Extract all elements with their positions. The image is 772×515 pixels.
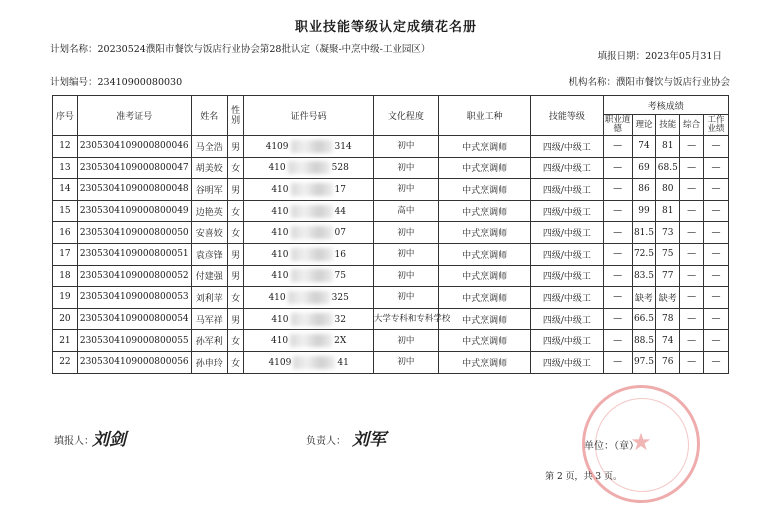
header-ethics: 职业道德 <box>604 115 631 134</box>
table-cell: 缺考 <box>656 287 680 309</box>
table-row <box>53 179 729 201</box>
header-level: 技能等级 <box>531 96 603 136</box>
table-cell: 76 <box>656 351 680 373</box>
table-cell: 81 <box>656 136 680 158</box>
redaction-blur <box>291 140 333 153</box>
table-cell: 中式烹调师 <box>439 136 531 158</box>
table-cell: 高中 <box>373 200 438 222</box>
table-cell: — <box>703 265 728 287</box>
id-number-fragment: 410 <box>271 228 289 239</box>
table-row <box>53 136 729 158</box>
redaction-blur <box>290 334 332 347</box>
table-cell: 18 <box>53 265 78 287</box>
table-cell: 四级/中级工 <box>531 265 603 287</box>
filler-label: 填报人： <box>54 436 94 447</box>
table-cell: — <box>703 308 728 330</box>
table-cell: — <box>680 222 704 244</box>
table-cell: — <box>703 179 728 201</box>
table-cell: 74 <box>656 330 680 352</box>
table-cell: 72.5 <box>632 243 656 265</box>
header-skill: 技能 <box>656 115 680 136</box>
table-cell: — <box>680 308 704 330</box>
table-cell: — <box>680 200 704 222</box>
table-cell: — <box>703 287 728 309</box>
id-number-fragment: 4109 <box>265 141 289 152</box>
table-cell: 2305304109000800047 <box>77 157 191 179</box>
table-cell: 15 <box>53 200 78 222</box>
table-cell: 中式烹调师 <box>439 308 531 330</box>
redaction-blur <box>291 248 333 261</box>
table-cell: — <box>603 179 632 201</box>
table-cell: — <box>680 265 704 287</box>
table-cell: — <box>603 287 632 309</box>
table-cell: — <box>703 243 728 265</box>
table-cell: 初中 <box>373 136 438 158</box>
table-cell: — <box>703 330 728 352</box>
table-cell: — <box>680 136 704 158</box>
table-cell: 谷明军 <box>191 179 227 201</box>
table-cell: — <box>603 157 632 179</box>
table-cell <box>244 136 373 158</box>
table-cell: 中式烹调师 <box>439 265 531 287</box>
table-cell: 22 <box>53 351 78 373</box>
redaction-blur <box>291 269 333 282</box>
table-cell: 2305304109000800052 <box>77 265 191 287</box>
table-cell: 四级/中级工 <box>531 157 603 179</box>
table-cell: 中式烹调师 <box>439 330 531 352</box>
table-cell: 初中 <box>373 243 438 265</box>
table-cell: — <box>603 308 632 330</box>
table-cell: — <box>680 243 704 265</box>
table-cell: 安喜姣 <box>191 222 227 244</box>
table-cell: 16 <box>53 222 78 244</box>
table-cell: 初中 <box>373 265 438 287</box>
table-cell: 四级/中级工 <box>531 200 603 222</box>
table-cell: 88.5 <box>632 330 656 352</box>
table-cell <box>244 265 373 287</box>
redaction-blur <box>293 356 335 369</box>
table-cell: 中式烹调师 <box>439 200 531 222</box>
table-cell <box>244 308 373 330</box>
id-number-fragment: 75 <box>334 271 346 282</box>
table-cell: 83.5 <box>632 265 656 287</box>
table-cell: 女 <box>227 200 244 222</box>
table-cell: 胡美姣 <box>191 157 227 179</box>
id-number-fragment: 410 <box>268 163 286 174</box>
table-cell: — <box>680 287 704 309</box>
id-number-fragment: 410 <box>271 314 289 325</box>
table-cell: 17 <box>53 243 78 265</box>
score-roster-table <box>52 95 729 374</box>
table-cell: 97.5 <box>632 351 656 373</box>
redaction-blur <box>291 183 333 196</box>
table-cell: 四级/中级工 <box>531 351 603 373</box>
unit-stamp-label: 单位：（章） <box>584 441 639 452</box>
table-cell: — <box>703 136 728 158</box>
table-cell: 2305304109000800050 <box>77 222 191 244</box>
table-cell: 男 <box>227 243 244 265</box>
id-number-fragment: 410 <box>270 336 289 347</box>
table-row <box>53 351 729 373</box>
table-cell: 2305304109000800048 <box>77 179 191 201</box>
table-cell: 77 <box>656 265 680 287</box>
table-cell: — <box>680 351 704 373</box>
table-cell: 78 <box>656 308 680 330</box>
header-scores: 考核成绩 <box>603 96 728 115</box>
table-cell: 2305304109000800053 <box>77 287 191 309</box>
table-cell: 中式烹调师 <box>439 157 531 179</box>
table-cell: — <box>703 351 728 373</box>
table-cell: 初中 <box>373 157 438 179</box>
table-cell: 81.5 <box>632 222 656 244</box>
table-cell: — <box>680 330 704 352</box>
table-cell: 86 <box>632 179 656 201</box>
table-cell: — <box>603 136 632 158</box>
table-cell: 21 <box>53 330 78 352</box>
responsible-label: 负责人： <box>306 436 346 447</box>
redaction-blur <box>291 205 333 218</box>
table-cell: 四级/中级工 <box>531 243 603 265</box>
table-cell <box>244 157 373 179</box>
table-row <box>53 308 729 330</box>
header-gender: 性别 <box>227 96 244 136</box>
table-cell: 20 <box>53 308 78 330</box>
page-title: 职业技能等级认定成绩花名册 <box>294 20 477 35</box>
seal-star-icon: ★ <box>630 428 652 456</box>
responsible-signature: 刘军 <box>352 430 386 450</box>
redaction-blur <box>288 291 330 304</box>
table-cell: 四级/中级工 <box>531 330 603 352</box>
table-row <box>53 330 729 352</box>
header-name: 姓名 <box>191 96 227 136</box>
table-cell: 大学专科和专科学校 <box>373 308 438 330</box>
table-cell: 2305304109000800056 <box>77 351 191 373</box>
header-exam-no: 准考证号 <box>77 96 191 136</box>
id-number-fragment: 528 <box>331 163 349 174</box>
table-cell: 男 <box>227 136 244 158</box>
plan-name: 计划名称：20230524濮阳市餐饮与饭店行业协会第28批认定（凝聚-中烹中级-工业园区） <box>50 44 431 55</box>
table-cell: 81 <box>656 200 680 222</box>
id-number-fragment: 17 <box>334 184 346 195</box>
organization-name: 机构名称：濮阳市餐饮与饭店行业协会 <box>568 77 730 88</box>
redaction-blur <box>291 313 333 326</box>
table-row <box>53 200 729 222</box>
table-cell: — <box>603 330 632 352</box>
table-cell <box>244 179 373 201</box>
header-theory: 理论 <box>632 115 656 136</box>
table-cell: 付建强 <box>191 265 227 287</box>
table-cell: — <box>603 243 632 265</box>
table-cell: 初中 <box>373 222 438 244</box>
table-cell: 初中 <box>373 179 438 201</box>
id-number-fragment: 32 <box>334 314 346 325</box>
table-cell: — <box>680 179 704 201</box>
table-cell <box>244 200 373 222</box>
table-cell: — <box>603 222 632 244</box>
redaction-blur <box>291 226 333 239</box>
table-cell: — <box>603 200 632 222</box>
table-cell: 边艳英 <box>191 200 227 222</box>
table-cell: 男 <box>227 308 244 330</box>
redaction-blur <box>288 161 330 174</box>
table-cell: 66.5 <box>632 308 656 330</box>
table-cell: 四级/中级工 <box>531 287 603 309</box>
table-row <box>53 157 729 179</box>
table-cell: 2305304109000800054 <box>77 308 191 330</box>
table-cell: 初中 <box>373 330 438 352</box>
table-cell: 19 <box>53 287 78 309</box>
table-cell: 中式烹调师 <box>439 351 531 373</box>
header-occupation: 职业工种 <box>439 96 531 136</box>
table-cell: 孙军利 <box>191 330 227 352</box>
table-cell: 四级/中级工 <box>531 136 603 158</box>
id-number-fragment: 410 <box>271 206 289 217</box>
id-number-fragment: 41 <box>337 357 349 368</box>
id-number-fragment: 314 <box>334 141 352 152</box>
table-cell: 袁彦锋 <box>191 243 227 265</box>
fill-date: 填报日期：2023年05月31日 <box>597 51 722 62</box>
table-row <box>53 222 729 244</box>
table-cell: 马全浩 <box>191 136 227 158</box>
id-number-fragment: 410 <box>271 249 289 260</box>
filler-signature: 刘剑 <box>92 430 126 450</box>
id-number-fragment: 325 <box>331 292 349 303</box>
plan-number: 计划编号：23410900080030 <box>50 77 183 88</box>
table-cell: 69 <box>632 157 656 179</box>
table-cell: 13 <box>53 157 78 179</box>
table-cell: 75 <box>656 243 680 265</box>
table-cell: 80 <box>656 179 680 201</box>
table-cell: — <box>603 265 632 287</box>
table-cell: 中式烹调师 <box>439 179 531 201</box>
id-number-fragment: 2X <box>334 336 347 347</box>
table-cell: 四级/中级工 <box>531 179 603 201</box>
header-seq: 序号 <box>53 96 78 136</box>
id-number-fragment: 07 <box>334 228 346 239</box>
table-cell <box>244 330 373 352</box>
table-cell: — <box>680 157 704 179</box>
table-cell <box>244 222 373 244</box>
table-cell <box>244 351 373 373</box>
header-education: 文化程度 <box>373 96 438 136</box>
table-cell: 刘利苹 <box>191 287 227 309</box>
table-cell: 73 <box>656 222 680 244</box>
table-cell: 2305304109000800051 <box>77 243 191 265</box>
table-cell: 四级/中级工 <box>531 308 603 330</box>
table-cell: 女 <box>227 222 244 244</box>
page-number: 第 2 页，共 3 页。 <box>545 472 622 482</box>
table-cell: 男 <box>227 179 244 201</box>
table-cell: — <box>703 222 728 244</box>
table-cell: 男 <box>227 265 244 287</box>
table-cell: — <box>603 351 632 373</box>
table-cell: 2305304109000800049 <box>77 200 191 222</box>
id-number-fragment: 410 <box>271 184 289 195</box>
table-cell: 女 <box>227 287 244 309</box>
table-row <box>53 287 729 309</box>
table-cell: 孙申玲 <box>191 351 227 373</box>
table-cell: 女 <box>227 330 244 352</box>
table-cell: 初中 <box>373 351 438 373</box>
table-cell: 女 <box>227 351 244 373</box>
table-cell: 12 <box>53 136 78 158</box>
header-comprehensive: 综合 <box>680 115 704 136</box>
table-cell: 四级/中级工 <box>531 222 603 244</box>
id-number-fragment: 16 <box>334 249 346 260</box>
table-cell: 缺考 <box>632 287 656 309</box>
table-cell: 99 <box>632 200 656 222</box>
header-id-no: 证件号码 <box>244 96 373 136</box>
table-cell: 74 <box>632 136 656 158</box>
id-number-fragment: 410 <box>268 292 286 303</box>
table-cell <box>244 287 373 309</box>
table-row <box>53 265 729 287</box>
table-cell: 马军祥 <box>191 308 227 330</box>
table-row <box>53 243 729 265</box>
table-cell: 68.5 <box>656 157 680 179</box>
table-cell: 中式烹调师 <box>439 287 531 309</box>
id-number-fragment: 4109 <box>268 357 292 368</box>
id-number-fragment: 44 <box>334 206 346 217</box>
table-cell: — <box>703 200 728 222</box>
table-cell <box>244 243 373 265</box>
table-cell: 14 <box>53 179 78 201</box>
table-cell: 中式烹调师 <box>439 243 531 265</box>
header-work-performance: 工作业绩 <box>703 115 728 136</box>
table-cell: 2305304109000800046 <box>77 136 191 158</box>
table-cell: — <box>703 157 728 179</box>
table-cell: 女 <box>227 157 244 179</box>
table-cell: 初中 <box>373 287 438 309</box>
table-cell: 2305304109000800055 <box>77 330 191 352</box>
table-cell: 中式烹调师 <box>439 222 531 244</box>
id-number-fragment: 410 <box>271 271 289 282</box>
